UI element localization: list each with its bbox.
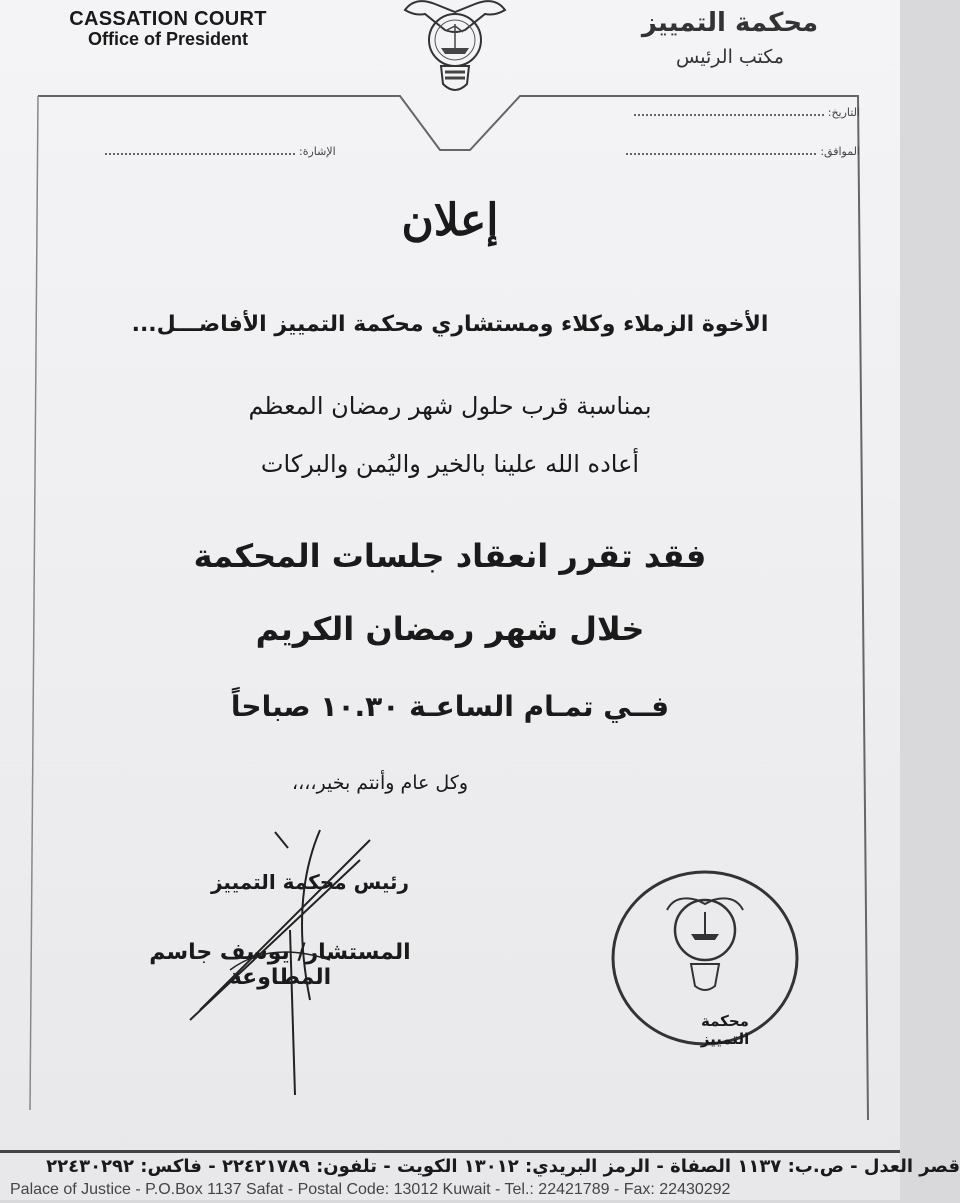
date-dots [634,113,824,116]
corresponding-field [626,145,860,158]
body-line-1: بمناسبة قرب حلول شهر رمضان المعظم [248,392,652,420]
office-name-ar: مكتب الرئيس [676,46,784,68]
footer-address-ar: قصر العدل - ص.ب: ١١٣٧ الصفاة - الرمز البريدي: ١٣٠١٢ الكويت - تلفون: ٢٢٤٢١٧٨٩ - فاكس: ٢٢٤٣٠٢٩٢ [46,1156,960,1177]
body-line-2: أعاده الله علينا بالخير واليُمن والبركات [260,450,640,478]
footer-address-en: Palace of Justice - P.O.Box 1137 Safat - Postal Code: 13012 Kuwait - Tel.: 22421789 - Fax: 22430292 [10,1181,731,1198]
corresponding-label: الموافق: [820,145,860,158]
date-label: التاريخ: [827,106,860,119]
handwritten-signature [170,820,400,1100]
reference-label: الإشارة: [299,145,336,158]
footer [0,1150,960,1203]
seal-text: محكمة التمييز [700,1012,750,1048]
court-name-ar: محكمة التمييز [641,8,819,38]
body-line-3: فقد تقرر انعقاد جلسات المحكمة [193,537,707,575]
reference-dots [105,152,295,155]
signatory-name: المستشار/ يوسف جاسم المطاوعة [149,940,411,990]
signatory-title: رئيس محكمة التمييز [210,870,410,894]
session-time: فــي تمـام الساعـة ١٠.٣٠ صباحاً [230,690,670,723]
header-arabic [600,8,860,68]
kuwait-emblem-icon [395,0,515,100]
closing-greeting: وكل عام وأنتم بخير،،،، [291,772,469,794]
salutation: الأخوة الزملاء وكلاء ومستشاري محكمة التمييز الأفاضـــل... [131,312,769,337]
header-english [68,8,268,50]
office-name-en: Office of President [87,29,249,49]
corresponding-dots [626,152,816,155]
reference-field [105,145,336,158]
date-field [634,106,860,119]
announcement-title: إعلان [401,195,499,246]
body-line-4: خلال شهر رمضان الكريم [255,610,645,648]
court-name-en: CASSATION COURT [69,8,267,30]
